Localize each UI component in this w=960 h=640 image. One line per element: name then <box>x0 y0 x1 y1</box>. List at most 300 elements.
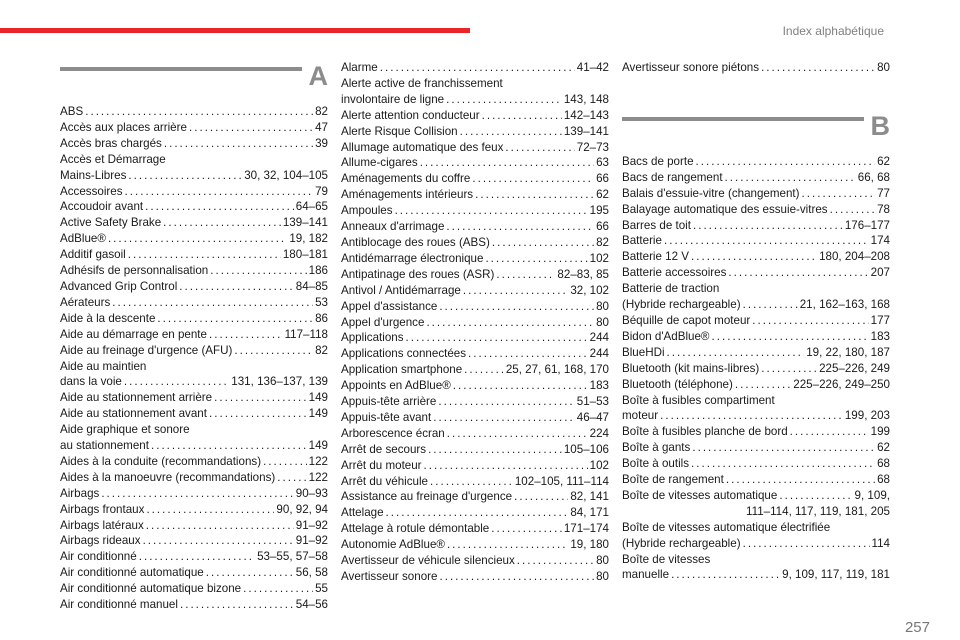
dot-leader <box>446 219 594 235</box>
entry-line <box>341 458 609 474</box>
dot-leader <box>234 343 313 359</box>
entry-term: Avertisseur sonore piétons <box>622 61 760 74</box>
entry-pages: 46–47 <box>576 410 609 424</box>
dot-leader <box>263 454 307 470</box>
dot-leader <box>428 442 562 458</box>
entry-line <box>341 410 609 426</box>
index-entry <box>341 219 609 235</box>
entry-line <box>60 581 328 597</box>
entry-line <box>60 374 328 390</box>
index-entry <box>60 152 328 184</box>
entry-pages: 19, 22, 180, 187 <box>806 345 890 359</box>
entry-line <box>341 219 609 235</box>
index-entry <box>341 235 609 251</box>
entry-pages: 122 <box>308 470 328 484</box>
entry-line <box>622 567 890 583</box>
entry-pages: 30, 32, 104–105 <box>244 168 328 182</box>
index-entry <box>622 265 890 281</box>
index-entry <box>622 520 890 552</box>
dot-leader <box>726 472 875 488</box>
entry-line <box>341 553 609 569</box>
entry-pages: 66 <box>596 172 609 186</box>
entry-term: Alarme <box>341 61 378 74</box>
entry-pages: 19, 180 <box>570 538 609 552</box>
entry-term: Appuis-tête arrière <box>341 395 437 409</box>
entry-line <box>341 92 609 108</box>
index-entry <box>341 410 609 426</box>
entry-pages: 199 <box>870 425 890 439</box>
entry-pages: 199, 203 <box>844 409 890 423</box>
dot-leader <box>517 553 594 569</box>
dot-leader <box>214 390 307 406</box>
dot-leader <box>761 361 817 377</box>
entry-pages: 142–143 <box>563 108 609 122</box>
entry-pages: 54–56 <box>295 598 328 612</box>
entry-term: ABS <box>60 105 84 118</box>
entry-term: Ampoules <box>341 204 393 218</box>
index-entry <box>622 361 890 377</box>
index-entry <box>60 295 328 311</box>
entry-term: Airbags latéraux <box>60 518 144 532</box>
index-entry <box>622 552 890 584</box>
index-entry <box>60 390 328 406</box>
dot-leader <box>743 536 870 552</box>
entry-pages: 102 <box>589 458 609 472</box>
index-entry <box>622 186 890 202</box>
dot-leader <box>735 377 791 393</box>
entry-term: au stationnement <box>60 439 149 453</box>
entry-term: AdBlue® <box>60 232 106 246</box>
entry-term: Balayage automatique des essuie-vitres <box>622 202 828 216</box>
entry-line <box>622 536 890 552</box>
entry-line <box>341 299 609 315</box>
entry-term: Accès et Démarrage <box>60 152 166 166</box>
entry-term: Airbags <box>60 486 100 500</box>
index-entry <box>60 136 328 152</box>
index-entry <box>60 533 328 549</box>
entry-pages: 78 <box>877 202 890 216</box>
dot-leader <box>711 329 868 345</box>
entry-line <box>341 251 609 267</box>
index-entry <box>60 359 328 391</box>
entry-term: (Hybride rechargeable) <box>622 536 741 550</box>
entry-term: Barres de toit <box>622 218 691 232</box>
index-entry <box>341 362 609 378</box>
index-entry <box>60 565 328 581</box>
dot-leader <box>143 533 294 549</box>
index-entry <box>60 263 328 279</box>
index-entry <box>622 202 890 218</box>
entry-line <box>341 505 609 521</box>
entry-term: Appoints en AdBlue® <box>341 379 451 393</box>
entry-term: Avertisseur de véhicule silencieux <box>341 554 515 568</box>
entry-term: Boîte à fusibles compartiment <box>622 393 775 407</box>
entry-line <box>60 549 328 565</box>
index-entry <box>341 155 609 171</box>
entry-pages: 9, 109, <box>854 488 890 502</box>
dot-leader <box>496 267 555 283</box>
entry-pages: 68 <box>877 457 890 471</box>
entry-pages: 62 <box>596 188 609 202</box>
index-entry <box>60 343 328 359</box>
entry-term: Alerte Risque Collision <box>341 124 458 138</box>
entry-term: Adhésifs de personnalisation <box>60 264 209 278</box>
entry-line <box>60 438 328 454</box>
index-entry <box>341 203 609 219</box>
entry-line <box>60 454 328 470</box>
dot-leader <box>438 394 574 410</box>
entry-line <box>60 390 328 406</box>
entry-pages: 195 <box>589 204 609 218</box>
section-heading-b <box>622 112 890 146</box>
dot-leader <box>485 251 587 267</box>
dot-leader <box>386 505 569 521</box>
dot-leader <box>830 202 876 218</box>
entry-pages: 225–226, 249 <box>819 361 890 375</box>
entry-pages: 64–65 <box>295 200 328 214</box>
entry-line <box>622 233 890 249</box>
entry-line <box>622 456 890 472</box>
entry-pages: 82–83, 85 <box>557 267 609 281</box>
entry-term: Accès bras chargés <box>60 136 162 150</box>
index-entry <box>60 120 328 136</box>
entry-pages: 90–93 <box>295 486 328 500</box>
entry-line <box>60 199 328 215</box>
entry-line <box>341 140 609 156</box>
entry-pages: 171–174 <box>563 522 609 536</box>
entry-pages: 66, 68 <box>857 170 890 184</box>
index-entry <box>341 108 609 124</box>
index-entry <box>60 581 328 597</box>
entry-term: Airbags frontaux <box>60 502 145 516</box>
index-entry <box>341 60 609 76</box>
entry-line <box>622 424 890 440</box>
entry-pages: 53 <box>315 295 328 309</box>
entry-term: Accoudoir avant <box>60 200 144 214</box>
dot-leader <box>125 184 314 200</box>
entry-term: Aérateurs <box>60 295 111 309</box>
entry-pages: 114 <box>871 536 890 550</box>
index-entry <box>341 187 609 203</box>
entry-term: Aide au stationnement arrière <box>60 391 213 405</box>
index-entry <box>60 231 328 247</box>
dot-leader <box>447 426 588 442</box>
dot-leader <box>790 424 869 440</box>
entry-line <box>341 267 609 283</box>
entry-term: Boîte de vitesses automatique électrifiée <box>622 520 831 534</box>
entry-term: Batterie 12 V <box>622 250 690 264</box>
entry-term: Appel d'assistance <box>341 299 438 313</box>
entry-pages: 39 <box>315 136 328 150</box>
dot-leader <box>460 124 562 140</box>
index-entry <box>60 215 328 231</box>
entry-pages: 183 <box>870 329 890 343</box>
index-entry <box>341 346 609 362</box>
dot-leader <box>447 537 568 553</box>
dot-leader <box>802 186 876 202</box>
entry-line <box>622 60 890 76</box>
index-entry <box>622 456 890 472</box>
entry-pages: 86 <box>315 311 328 325</box>
entry-term: Applications connectées <box>341 347 467 361</box>
dot-leader <box>725 170 856 186</box>
entry-pages: 84, 171 <box>570 506 609 520</box>
entry-line <box>60 311 328 327</box>
index-entry <box>341 283 609 299</box>
entry-term: Appuis-tête avant <box>341 410 432 424</box>
index-entry <box>60 184 328 200</box>
index-entry <box>60 199 328 215</box>
index-entry <box>622 170 890 186</box>
entry-line <box>60 518 328 534</box>
entry-term: Aide graphique et sonore <box>60 423 190 437</box>
index-entry <box>622 345 890 361</box>
entry-pages: 32, 102 <box>570 283 609 297</box>
dot-leader <box>180 597 294 613</box>
entry-term: Antidémarrage électronique <box>341 251 484 265</box>
dot-leader <box>491 521 562 537</box>
entry-pages: 149 <box>308 439 328 453</box>
index-column-3 <box>622 0 890 583</box>
entry-line <box>622 361 890 377</box>
entry-pages: 224 <box>589 426 609 440</box>
entry-term: Antiblocage des roues (ABS) <box>341 235 490 249</box>
entry-term: Boîte de vitesses <box>622 552 711 566</box>
entry-pages: 183 <box>589 379 609 393</box>
entry-term: Bidon d'AdBlue® <box>622 329 710 343</box>
index-entry <box>341 140 609 156</box>
entry-term: Alerte active de franchissement <box>341 76 503 90</box>
index-entry <box>341 553 609 569</box>
entry-term: Boîte de vitesses automatique <box>622 488 778 502</box>
entry-line <box>341 283 609 299</box>
entry-term: Aides à la conduite (recommandations) <box>60 454 262 468</box>
entry-term: Aide au freinage d'urgence (AFU) <box>60 343 233 357</box>
entry-term: Boîte à gants <box>622 441 691 455</box>
index-list <box>341 60 609 585</box>
dot-leader <box>779 488 852 504</box>
index-entry <box>60 597 328 613</box>
entry-line <box>341 187 609 203</box>
entry-term: Arrêt du moteur <box>341 458 422 472</box>
entry-line <box>60 168 328 184</box>
entry-term: Accessoires <box>60 184 123 198</box>
entry-line <box>60 565 328 581</box>
entry-pages: 82 <box>596 235 609 249</box>
index-entry <box>622 440 890 456</box>
entry-line <box>341 203 609 219</box>
entry-term: Boîte à outils <box>622 457 690 471</box>
entry-term: moteur <box>622 409 659 423</box>
entry-pages: 55 <box>315 582 328 596</box>
entry-term: Attelage <box>341 506 384 520</box>
index-entry <box>341 489 609 505</box>
dot-leader <box>424 458 588 474</box>
entry-term: Bacs de rangement <box>622 170 723 184</box>
entry-pages: 63 <box>596 156 609 170</box>
index-entry <box>622 218 890 234</box>
dot-leader <box>464 362 504 378</box>
entry-pages: 62 <box>877 154 890 168</box>
entry-term: Air conditionné manuel <box>60 598 178 612</box>
entry-term: Additif gasoil <box>60 248 126 262</box>
index-entry <box>60 518 328 534</box>
entry-line <box>60 231 328 247</box>
entry-line <box>622 440 890 456</box>
entry-term: Arborescence écran <box>341 426 445 440</box>
index-entry <box>341 458 609 474</box>
index-entry <box>60 486 328 502</box>
index-entry <box>341 394 609 410</box>
entry-term: Antipatinage des roues (ASR) <box>341 267 495 281</box>
entry-pages: 25, 27, 61, 168, 170 <box>505 363 609 377</box>
dot-leader <box>430 474 513 490</box>
index-entry <box>341 569 609 585</box>
entry-pages: 62 <box>877 441 890 455</box>
index-entry <box>60 422 328 454</box>
index-entry <box>622 233 890 249</box>
entry-pages: 82 <box>315 105 328 118</box>
dot-leader <box>468 346 588 362</box>
page-number: 257 <box>904 619 930 636</box>
entry-line <box>622 488 890 504</box>
entry-line <box>622 345 890 361</box>
dot-leader <box>691 249 817 265</box>
entry-line <box>622 265 890 281</box>
dot-leader <box>85 104 313 120</box>
entry-line <box>341 108 609 124</box>
index-entry <box>341 124 609 140</box>
dot-leader <box>482 108 562 124</box>
entry-pages: 90, 92, 94 <box>276 502 328 516</box>
entry-term: Active Safety Brake <box>60 216 162 230</box>
entry-pages: 102 <box>589 251 609 265</box>
entry-pages: 180–181 <box>282 248 328 262</box>
dot-leader <box>101 486 293 502</box>
entry-line <box>622 377 890 393</box>
entry-line <box>341 394 609 410</box>
index-entry <box>341 299 609 315</box>
entry-line <box>341 569 609 585</box>
entry-line <box>341 489 609 505</box>
index-entry <box>622 154 890 170</box>
entry-term: Bacs de porte <box>622 154 694 168</box>
entry-line <box>341 315 609 331</box>
index-entry <box>60 470 328 486</box>
index-entry <box>622 393 890 425</box>
dot-leader <box>151 438 307 454</box>
entry-line <box>60 136 328 152</box>
entry-line <box>60 215 328 231</box>
index-entry <box>622 281 890 313</box>
index-column-1 <box>60 0 328 613</box>
dot-leader <box>696 154 876 170</box>
dot-leader <box>277 470 306 486</box>
entry-term: Bluetooth (kit mains-libres) <box>622 361 760 375</box>
index-entry <box>341 315 609 331</box>
entry-term: Aide au démarrage en pente <box>60 327 207 341</box>
entry-term: Aide au stationnement avant <box>60 407 207 421</box>
index-entry <box>60 454 328 470</box>
index-entry <box>622 424 890 440</box>
entry-pages: 82 <box>315 343 328 357</box>
entry-term: involontaire de ligne <box>341 92 445 106</box>
entry-pages-continued: 111–114, 117, 119, 181, 205 <box>746 504 890 518</box>
dot-leader <box>128 247 281 263</box>
entry-term: Air conditionné automatique <box>60 566 204 580</box>
entry-pages: 79 <box>315 184 328 198</box>
entry-term: Appel d'urgence <box>341 315 425 329</box>
dot-leader <box>146 502 274 518</box>
dot-leader <box>463 283 568 299</box>
dot-leader <box>189 120 313 136</box>
section-letter: B <box>870 110 890 141</box>
entry-term: Arrêt de secours <box>341 442 427 456</box>
index-entry <box>60 327 328 343</box>
index-entry <box>341 537 609 553</box>
index-entry <box>622 60 890 76</box>
entry-term: Antivol / Antidémarrage <box>341 283 461 297</box>
entry-pages: 177 <box>870 313 890 327</box>
entry-line <box>622 249 890 265</box>
dot-leader <box>139 549 255 565</box>
entry-term: (Hybride rechargeable) <box>622 298 741 312</box>
dot-leader <box>209 327 283 343</box>
section-rule <box>60 67 302 71</box>
entry-term: Airbags rideaux <box>60 534 141 548</box>
index-entry <box>60 279 328 295</box>
dot-leader <box>660 408 843 424</box>
dot-leader <box>728 265 868 281</box>
entry-term: BlueHDi <box>622 345 665 359</box>
entry-pages: 72–73 <box>576 140 609 154</box>
index-entry <box>622 488 890 520</box>
entry-term: Accès aux places arrière <box>60 120 187 134</box>
entry-pages: 102–105, 111–114 <box>514 474 609 488</box>
entry-line <box>341 442 609 458</box>
entry-line <box>341 474 609 490</box>
entry-line <box>622 218 890 234</box>
index-column-2 <box>341 0 609 585</box>
dot-leader <box>395 203 588 219</box>
entry-line <box>60 263 328 279</box>
entry-pages: 91–92 <box>295 534 328 548</box>
entry-line <box>60 184 328 200</box>
index-entry <box>60 502 328 518</box>
entry-pages: 53–55, 57–58 <box>257 550 328 564</box>
dot-leader <box>243 581 313 597</box>
entry-pages: 91–92 <box>295 518 328 532</box>
index-entry <box>341 267 609 283</box>
entry-pages: 186 <box>308 264 328 278</box>
entry-pages: 139–141 <box>563 124 609 138</box>
dot-leader <box>209 406 307 422</box>
index-entry <box>341 521 609 537</box>
entry-term: Aménagements du coffre <box>341 172 471 186</box>
entry-term: Bluetooth (téléphone) <box>622 377 733 391</box>
entry-term: Béquille de capot moteur <box>622 313 751 327</box>
dot-leader <box>475 187 594 203</box>
entry-line <box>60 597 328 613</box>
entry-line <box>60 470 328 486</box>
entry-line <box>341 362 609 378</box>
entry-term: Air conditionné <box>60 550 137 564</box>
entry-line <box>341 124 609 140</box>
index-list <box>622 154 890 583</box>
dot-leader <box>124 374 229 390</box>
index-entry <box>341 474 609 490</box>
entry-pages: 244 <box>589 331 609 345</box>
